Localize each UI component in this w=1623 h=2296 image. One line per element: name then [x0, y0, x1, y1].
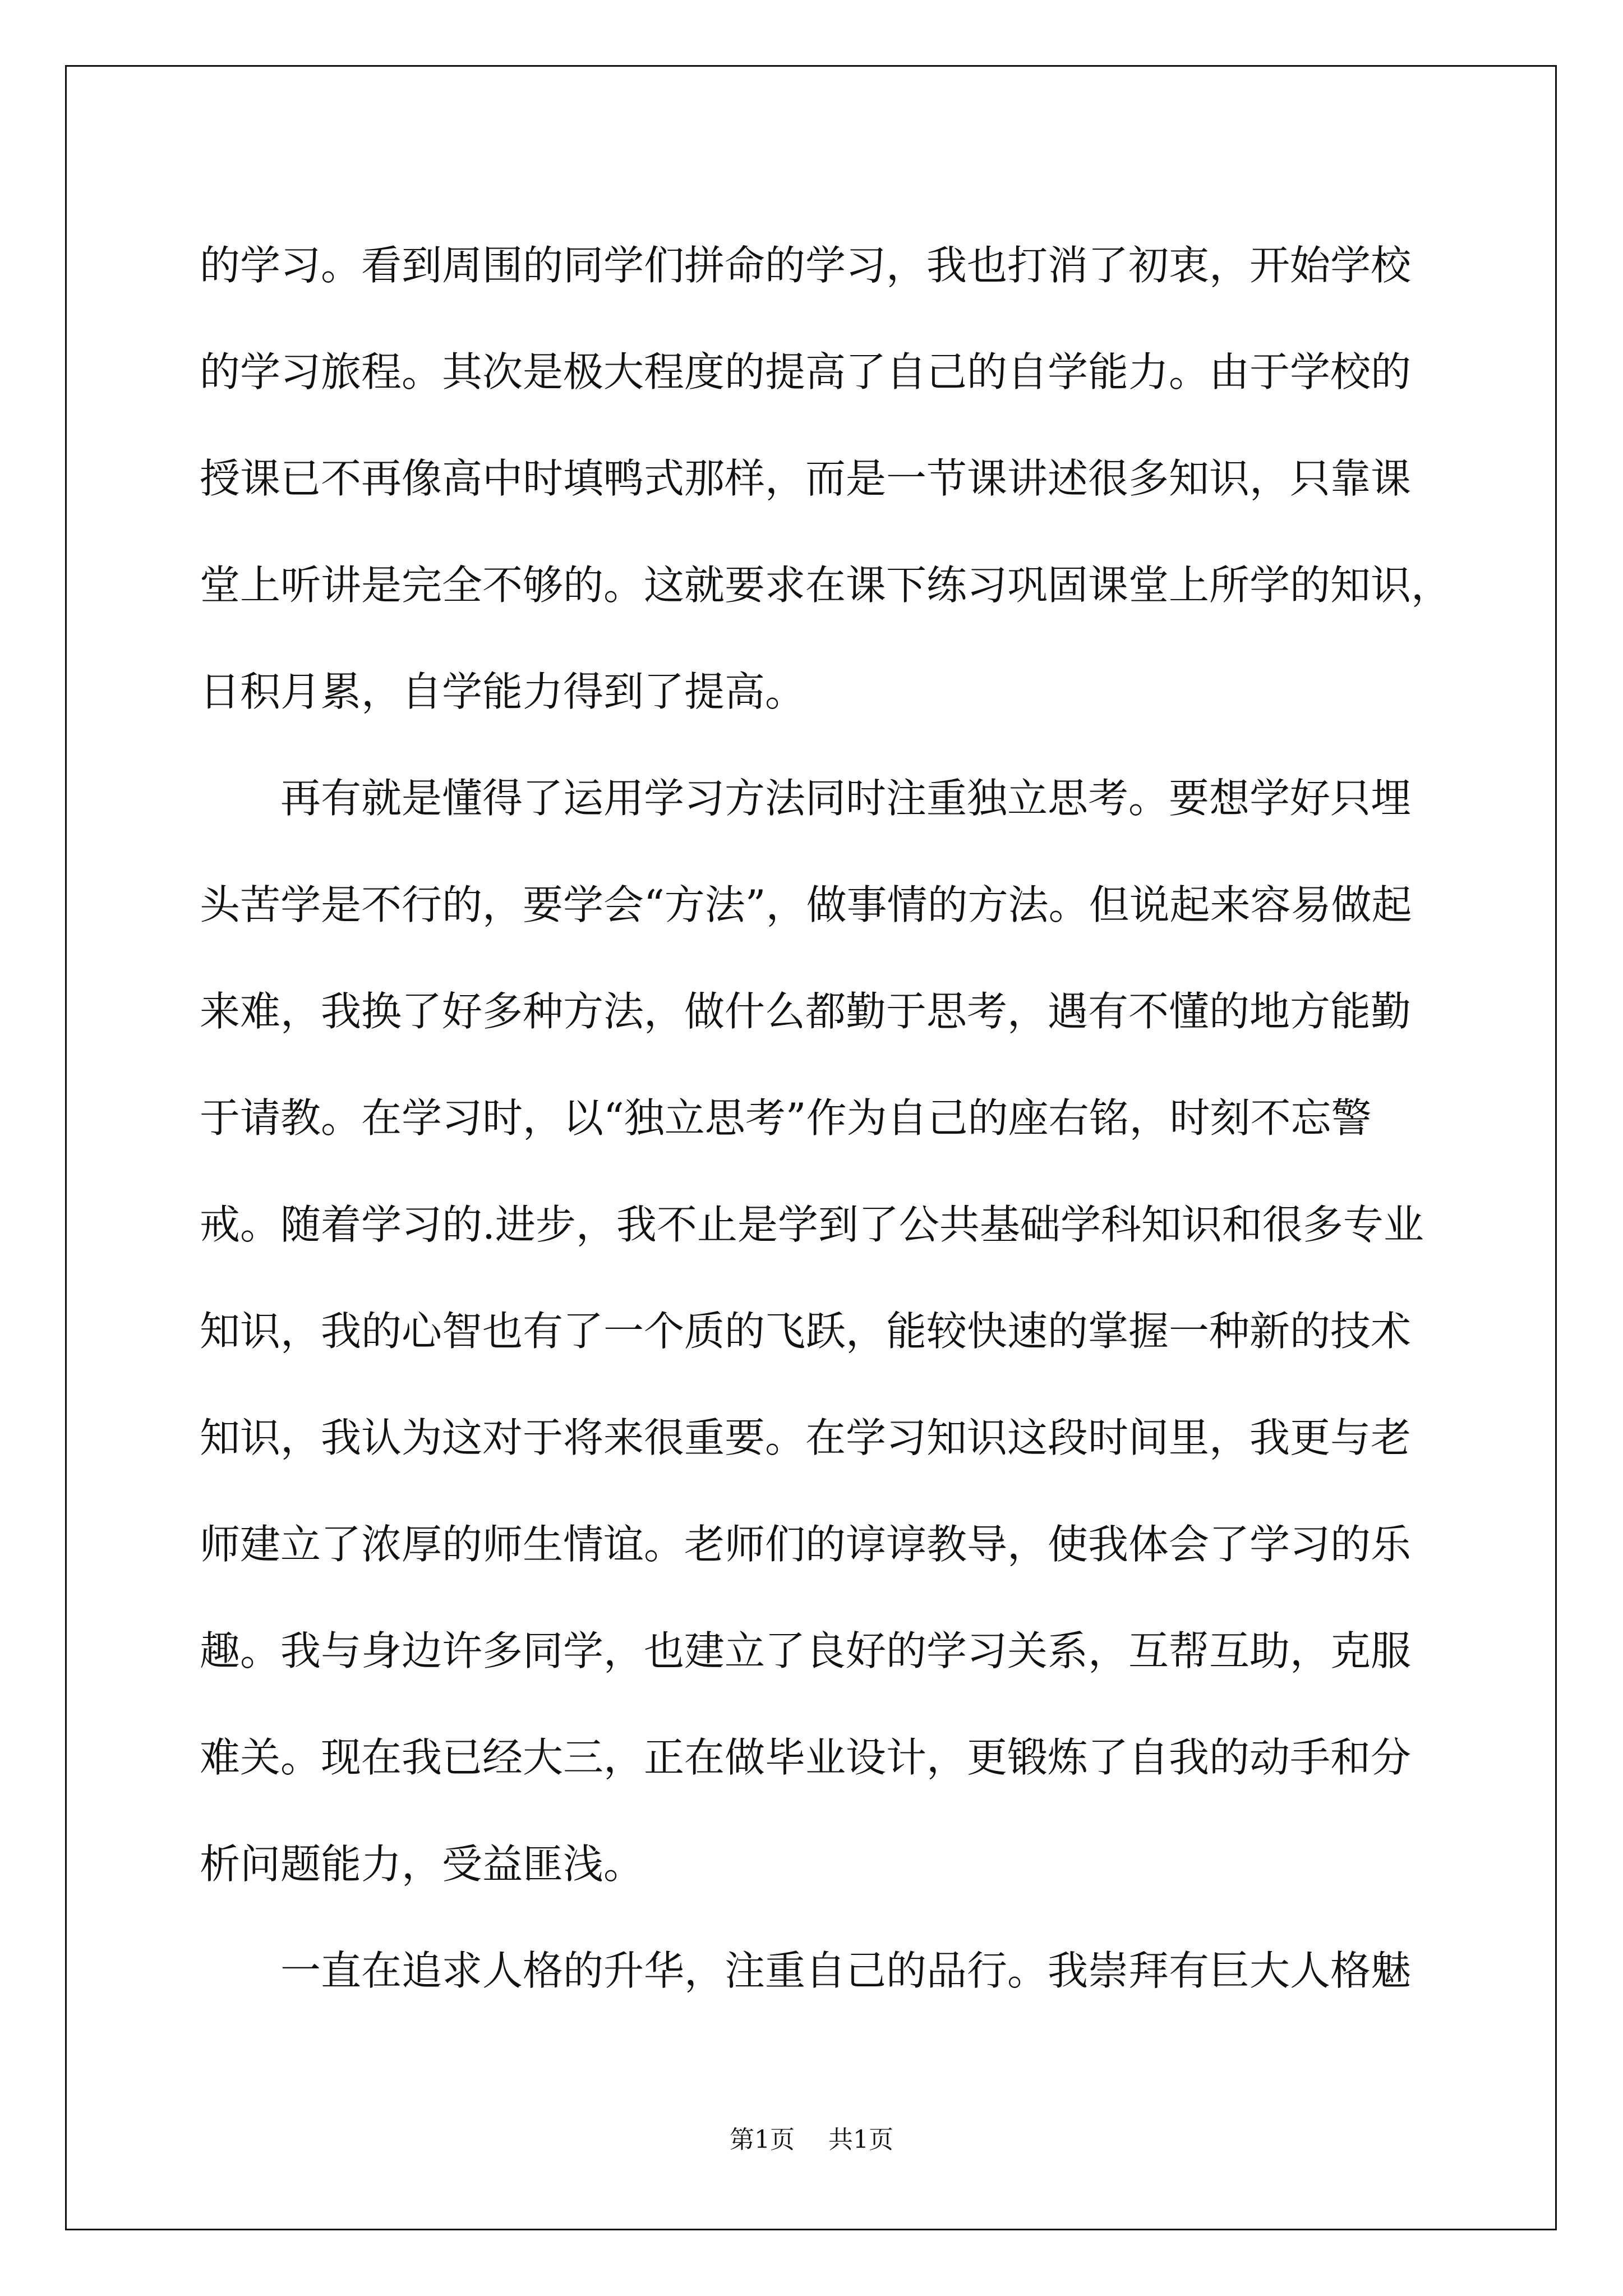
text-line-10: 戒。随着学习的.进步，我不止是学到了公共基础学科知识和很多专业 [200, 1201, 1424, 1248]
text-line-6: 再有就是懂得了运用学习方法同时注重独立思考。要想学好只埋 [280, 775, 1412, 822]
text-line-14: 趣。我与身边许多同学，也建立了良好的学习关系，互帮互助，克服 [200, 1627, 1412, 1674]
document-body [200, 212, 1452, 2024]
page-footer [0, 2119, 1623, 2155]
text-line-2: 的学习旅程。其次是极大程度的提高了自己的自学能力。由于学校的 [200, 348, 1412, 395]
text-line-9: 于请教。在学习时，以“独立思考”作为自己的座右铭，时刻不忘警 [200, 1094, 1372, 1142]
text-line-1: 的学习。看到周围的同学们拼命的学习，我也打消了初衷，开始学校 [200, 242, 1412, 289]
text-line-11: 知识，我的心智也有了一个质的飞跃，能较快速的掌握一种新的技术 [200, 1308, 1412, 1355]
text-line-15: 难关。现在我已经大三，正在做毕业设计，更锻炼了自我的动手和分 [200, 1734, 1412, 1781]
text-line-13: 师建立了浓厚的师生情谊。老师们的谆谆教导，使我体会了学习的乐 [200, 1521, 1412, 1568]
text-line-3: 授课已不再像高中时填鸭式那样，而是一节课讲述很多知识，只靠课 [200, 455, 1412, 502]
text-line-17: 一直在追求人格的升华，注重自己的品行。我崇拜有巨大人格魅 [280, 1947, 1412, 1994]
text-line-8: 来难，我换了好多种方法，做什么都勤于思考，遇有不懂的地方能勤 [200, 988, 1412, 1035]
page-number-total: 共1页 [828, 2125, 893, 2154]
text-line-5: 日积月累，自学能力得到了提高。 [200, 668, 806, 715]
text-line-7: 头苦学是不行的，要学会“方法”，做事情的方法。但说起来容易做起 [200, 881, 1412, 928]
page-number-current: 第1页 [730, 2125, 795, 2154]
text-line-4: 堂上听讲是完全不够的。这就要求在课下练习巩固课堂上所学的知识， [200, 562, 1452, 609]
text-line-16: 析问题能力，受益匪浅。 [200, 1841, 644, 1888]
text-line-12: 知识，我认为这对于将来很重要。在学习知识这段时间里，我更与老 [200, 1414, 1412, 1461]
